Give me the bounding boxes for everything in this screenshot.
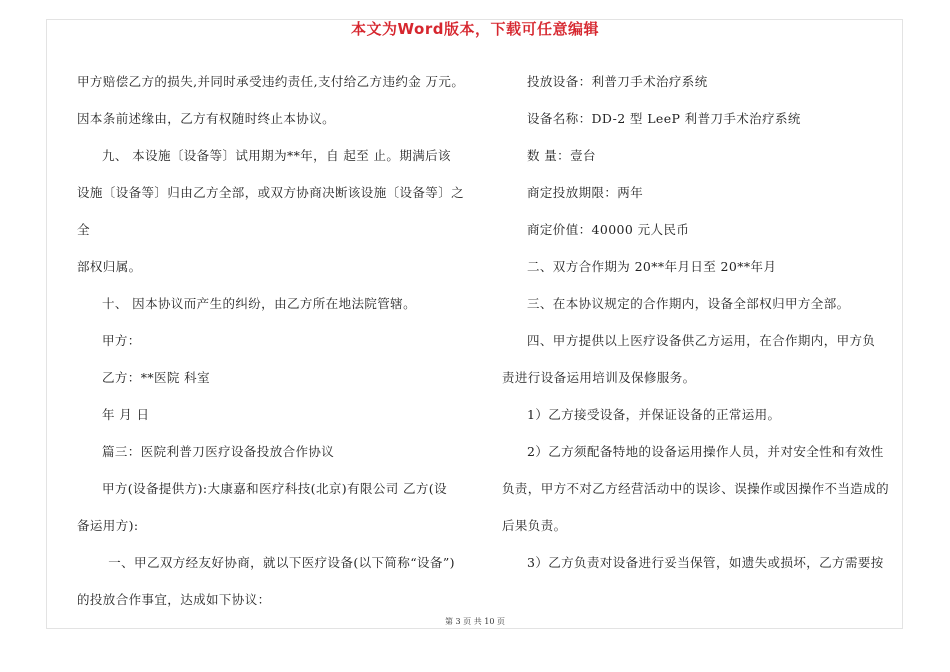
paragraph-line: 2）乙方须配备特地的设备运用操作人员，并对安全性和有效性 bbox=[527, 444, 884, 459]
left-column bbox=[77, 63, 472, 618]
right-column bbox=[502, 63, 890, 581]
paragraph-line: 因本条前述缘由，乙方有权随时终止本协议。 bbox=[77, 111, 336, 126]
paragraph-line: 十、 因本协议而产生的纠纷，由乙方所在地法院管辖。 bbox=[102, 296, 416, 311]
paragraph-line: 一、甲乙双方经友好协商，就以下医疗设备(以下简称“设备”) bbox=[108, 555, 455, 570]
paragraph-line: 商定投放期限：两年 bbox=[527, 185, 644, 200]
paragraph-line: 甲方： bbox=[102, 333, 141, 348]
paragraph-line: 设施〔设备等〕归由乙方全部，或双方协商决断该设施〔设备等〕之全 bbox=[77, 185, 465, 237]
paragraph-line: 三、在本协议规定的合作期内，设备全部权归甲方全部。 bbox=[527, 296, 850, 311]
paragraph-line: 甲方(设备提供方):大康嘉和医疗科技(北京)有限公司 乙方(设 bbox=[102, 481, 447, 496]
banner-title: 本文为Word版本，下载可任意编辑 bbox=[351, 20, 599, 38]
paragraph-line: 篇三：医院利普刀医疗设备投放合作协议 bbox=[102, 444, 335, 459]
paragraph-line: 3）乙方负责对设备进行妥当保管，如遗失或损坏，乙方需要按 bbox=[527, 555, 884, 570]
paragraph-line: 责进行设备运用培训及保修服务。 bbox=[502, 370, 696, 385]
paragraph-line: 部权归属。 bbox=[77, 259, 142, 274]
paragraph-line: 乙方：**医院 科室 bbox=[102, 370, 210, 385]
paragraph-line: 九、 本设施〔设备等〕试用期为**年，自 起至 止。期满后该 bbox=[102, 148, 451, 163]
paragraph-line: 设备名称：DD-2 型 LeeP 利普刀手术治疗系统 bbox=[527, 111, 801, 126]
paragraph-line: 商定价值：40000 元人民币 bbox=[527, 222, 690, 237]
paragraph-line: 甲方赔偿乙方的损失,并同时承受违约责任,支付给乙方违约金 万元。 bbox=[77, 74, 465, 89]
paragraph-line: 数 量：壹台 bbox=[527, 148, 596, 163]
paragraph-line: 备运用方): bbox=[77, 518, 139, 533]
paragraph-line: 负责，甲方不对乙方经营活动中的误诊、误操作或因操作不当造成的 bbox=[502, 481, 890, 496]
paragraph-line: 后果负责。 bbox=[502, 518, 567, 533]
paragraph-line: 二、双方合作期为 20**年月日至 20**年月 bbox=[527, 259, 777, 274]
paragraph-line: 的投放合作事宜，达成如下协议： bbox=[77, 592, 271, 607]
paragraph-line: 四、甲方提供以上医疗设备供乙方运用，在合作期内，甲方负 bbox=[527, 333, 876, 348]
paragraph-line: 年 月 日 bbox=[102, 407, 150, 422]
paragraph-line: 1）乙方接受设备，并保证设备的正常运用。 bbox=[527, 407, 781, 422]
page-number: 第 3 页 共 10 页 bbox=[445, 617, 505, 626]
paragraph-line: 投放设备：利普刀手术治疗系统 bbox=[527, 74, 708, 89]
